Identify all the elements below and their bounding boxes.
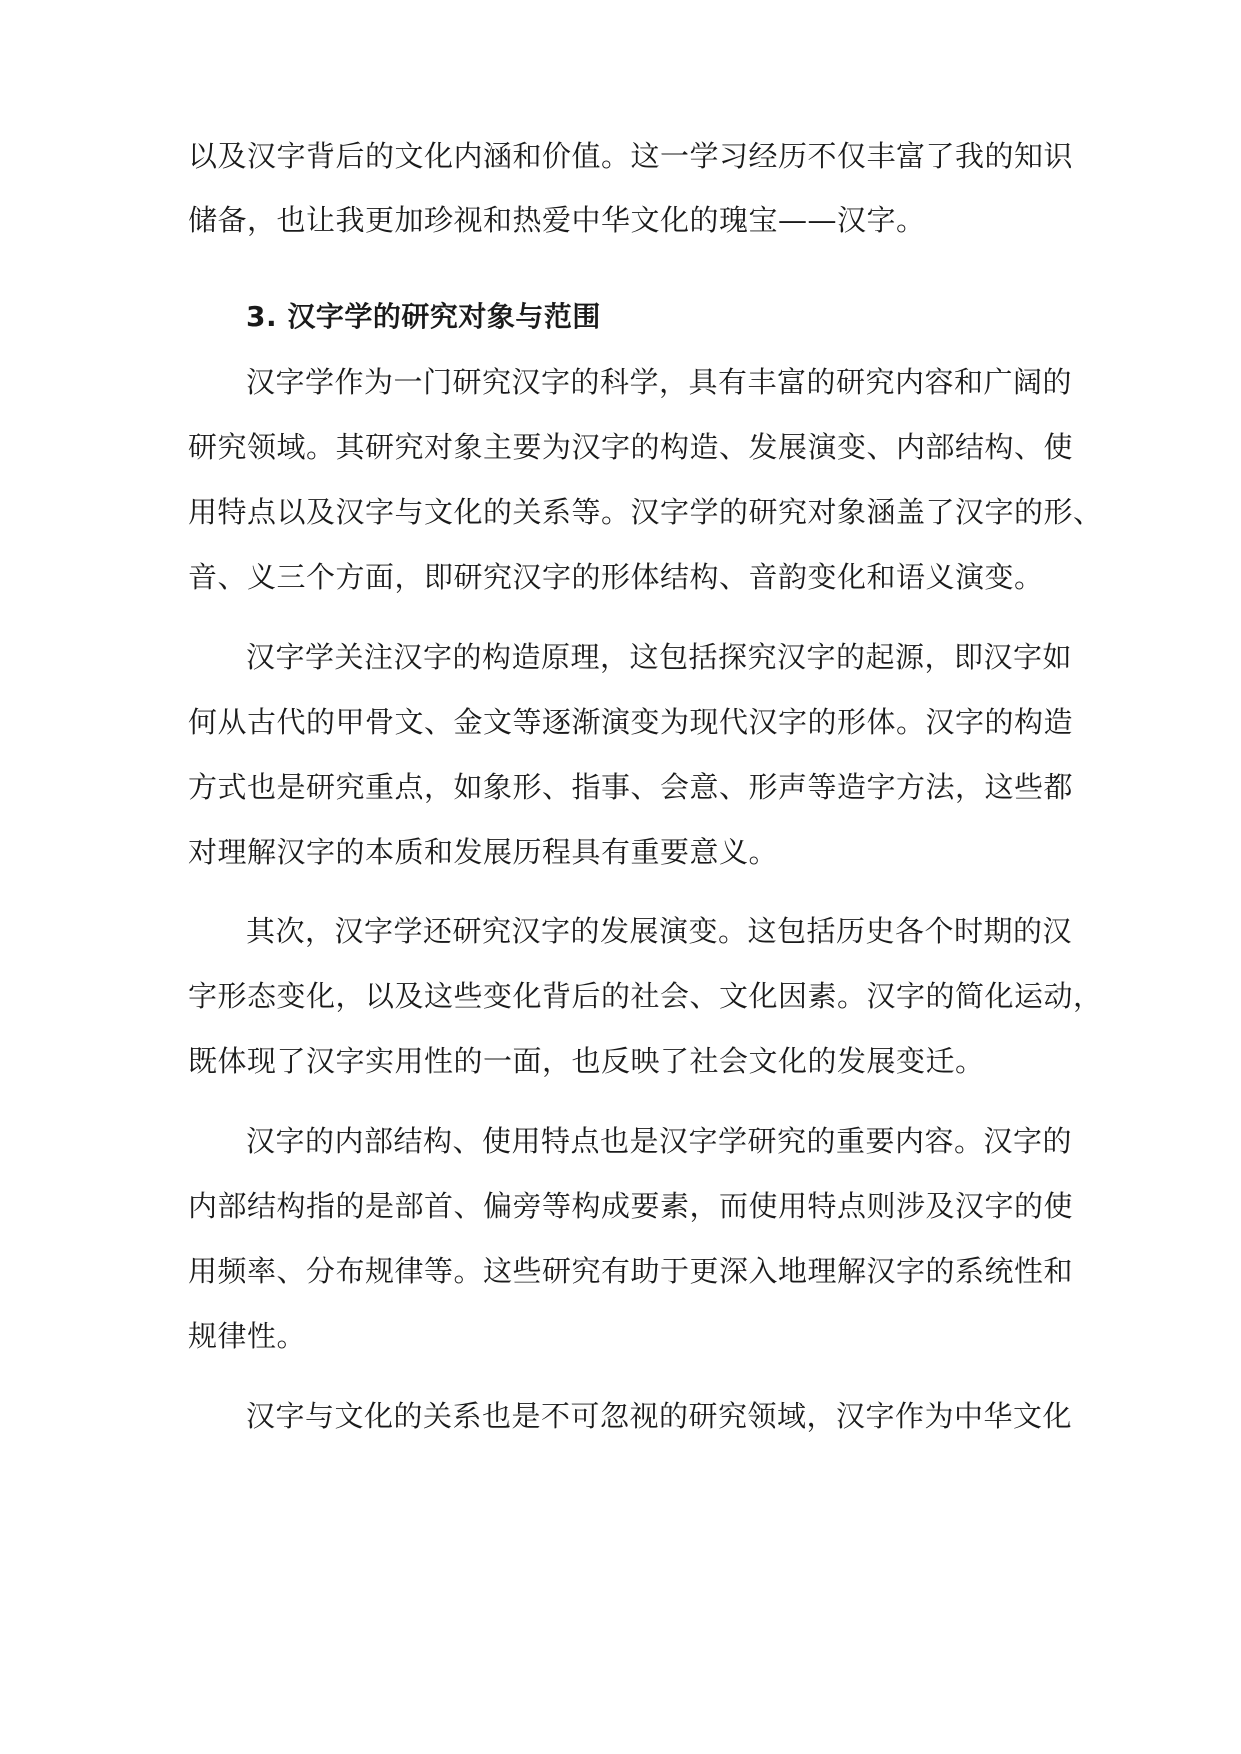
- paragraph-line: 对理解汉字的本质和发展历程具有重要意义。: [188, 835, 779, 869]
- paragraph-line: 既体现了汉字实用性的一面，也反映了社会文化的发展变迁。: [188, 1044, 985, 1078]
- paragraph-line: 用频率、分布规律等。这些研究有助于更深入地理解汉字的系统性和: [188, 1254, 1074, 1288]
- paragraph-line: 何从古代的甲骨文、金文等逐渐演变为现代汉字的形体。汉字的构造: [188, 705, 1074, 739]
- paragraph-line: 方式也是研究重点，如象形、指事、会意、形声等造字方法，这些都: [188, 770, 1074, 804]
- paragraph-line: 汉字学关注汉字的构造原理，这包括探究汉字的起源，即汉字如: [246, 640, 1073, 674]
- paragraph-line: 储备，也让我更加珍视和热爱中华文化的瑰宝——汉字。: [188, 203, 926, 237]
- paragraph-line: 音、义三个方面，即研究汉字的形体结构、音韵变化和语义演变。: [188, 560, 1044, 594]
- paragraph-line: 研究领域。其研究对象主要为汉字的构造、发展演变、内部结构、使: [188, 430, 1074, 464]
- paragraph-line: 汉字的内部结构、使用特点也是汉字学研究的重要内容。汉字的: [246, 1124, 1073, 1158]
- paragraph-line: 内部结构指的是部首、偏旁等构成要素，而使用特点则涉及汉字的使: [188, 1189, 1074, 1223]
- paragraph-line: 汉字与文化的关系也是不可忽视的研究领域，汉字作为中华文化: [246, 1399, 1073, 1433]
- paragraph-line: 用特点以及汉字与文化的关系等。汉字学的研究对象涵盖了汉字的形、: [188, 495, 1103, 529]
- paragraph-line: 规律性。: [188, 1319, 307, 1353]
- paragraph-line: 字形态变化，以及这些变化背后的社会、文化因素。汉字的简化运动，: [188, 979, 1103, 1013]
- paragraph-line: 汉字学作为一门研究汉字的科学，具有丰富的研究内容和广阔的: [246, 365, 1073, 399]
- paragraph-line: 其次，汉字学还研究汉字的发展演变。这包括历史各个时期的汉: [246, 914, 1073, 948]
- section-heading: 3. 汉字学的研究对象与范围: [246, 300, 601, 333]
- paragraph-line: 以及汉字背后的文化内涵和价值。这一学习经历不仅丰富了我的知识: [188, 139, 1074, 173]
